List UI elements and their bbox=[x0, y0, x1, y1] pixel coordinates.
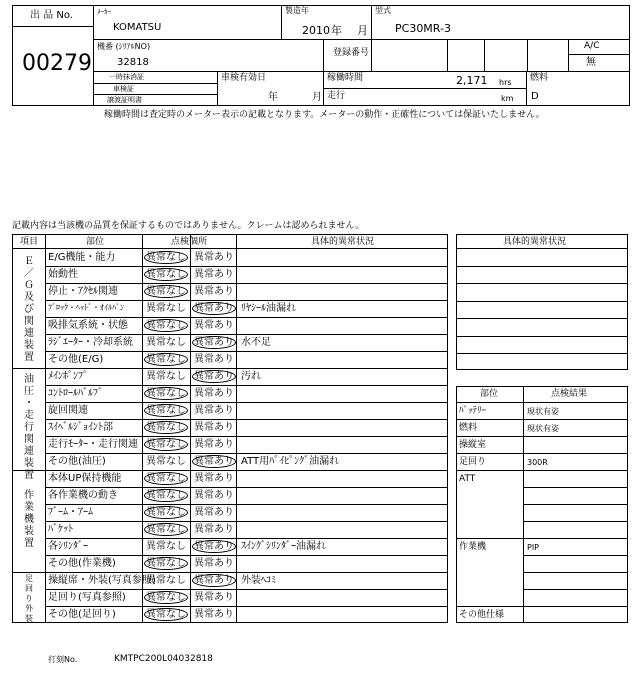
row-divider bbox=[45, 283, 448, 284]
divider bbox=[568, 54, 630, 55]
row-divider bbox=[45, 521, 448, 522]
status-abnormal: 異常あり bbox=[194, 354, 234, 365]
group-char: 作 bbox=[24, 490, 34, 501]
status-circle bbox=[144, 353, 188, 366]
row-part: 旋回関連 bbox=[48, 405, 88, 416]
group-hydraulic-label bbox=[22, 374, 36, 482]
right-row-divider bbox=[456, 419, 628, 420]
month-unit: 月 bbox=[357, 24, 368, 37]
group-char: 連 bbox=[24, 446, 34, 457]
status-normal: 異常なし bbox=[146, 473, 186, 484]
row-part: ﾌﾞﾛｯｸ・ﾍｯﾄﾞ・ｵｲﾙﾊﾟﾝ bbox=[48, 303, 124, 312]
row-detail: 外装ﾍｺﾐ bbox=[241, 575, 276, 586]
divider bbox=[93, 71, 630, 72]
group-char: 圧 bbox=[24, 386, 34, 397]
row-part: 本体UP保持機能 bbox=[48, 473, 122, 484]
maker-label: ﾒｰｶｰ bbox=[97, 8, 111, 16]
group-char: 連 bbox=[24, 328, 34, 339]
status-circle bbox=[144, 608, 188, 621]
group-char: 置 bbox=[24, 538, 34, 549]
group-char: 置 bbox=[24, 470, 34, 481]
group-char: り bbox=[25, 594, 33, 603]
result-part: 燃料 bbox=[459, 423, 478, 433]
status-circle bbox=[144, 319, 188, 332]
fuel-value: D bbox=[531, 91, 539, 102]
status-circle bbox=[144, 489, 188, 502]
status-normal: 異常なし bbox=[146, 575, 186, 586]
row-divider bbox=[45, 555, 448, 556]
status-circle bbox=[192, 370, 236, 383]
right-row-divider bbox=[456, 301, 628, 302]
row-part: 始動性 bbox=[48, 269, 78, 280]
divider bbox=[236, 234, 237, 623]
result-part: 足回り bbox=[459, 457, 487, 467]
row-part: ﾌﾞｰﾑ・ｱｰﾑ bbox=[48, 507, 93, 518]
status-circle bbox=[144, 557, 188, 570]
row-part: その他(油圧) bbox=[48, 456, 106, 467]
col-part-header: 部位 bbox=[86, 237, 105, 247]
result-value: 現状有姿 bbox=[527, 407, 559, 416]
right-row-divider bbox=[456, 470, 628, 471]
status-abnormal: 異常あり bbox=[194, 320, 234, 331]
year-unit: 年 bbox=[331, 24, 342, 37]
right-part-header: 部位 bbox=[480, 389, 499, 399]
divider bbox=[526, 71, 527, 106]
row-detail: ﾘﾔｼｰﾙ油漏れ bbox=[241, 303, 296, 314]
result-value: PIP bbox=[527, 543, 540, 552]
group-char: 走 bbox=[24, 410, 34, 421]
claim-note: 記載内容は当該機の品質を保証するものではありません。クレームは認められません。 bbox=[12, 221, 365, 231]
hours-value: 2,171 bbox=[456, 74, 488, 87]
result-part: 作業機 bbox=[459, 542, 487, 552]
group-char: 足 bbox=[25, 574, 33, 583]
status-circle bbox=[192, 302, 236, 315]
col-item-header: 項目 bbox=[20, 237, 39, 247]
status-abnormal: 異常あり bbox=[194, 371, 234, 382]
group-char: Ｅ bbox=[24, 256, 34, 267]
col-check-header: 点検個所 bbox=[171, 237, 208, 247]
travel-label: 走行 bbox=[327, 91, 346, 101]
status-circle bbox=[144, 404, 188, 417]
result-part: ﾊﾞｯﾃﾘｰ bbox=[459, 406, 487, 416]
group-engine-label bbox=[22, 256, 36, 364]
status-normal: 異常なし bbox=[146, 252, 186, 263]
divider bbox=[93, 5, 94, 106]
km-unit: km bbox=[501, 94, 514, 103]
reg-label: 登録番号 bbox=[333, 48, 370, 58]
row-part: ｽｲﾍﾞﾙｼﾞｮｲﾝﾄ部 bbox=[48, 422, 113, 433]
group-char: ／ bbox=[24, 268, 34, 279]
group-char: 機 bbox=[24, 514, 34, 525]
status-abnormal: 異常あり bbox=[194, 575, 234, 586]
status-abnormal: 異常あり bbox=[194, 439, 234, 450]
status-abnormal: 異常あり bbox=[194, 609, 234, 620]
right-row-divider bbox=[456, 248, 628, 249]
year-value: 2010 bbox=[302, 24, 330, 37]
status-normal: 異常なし bbox=[146, 507, 186, 518]
right-detail-table bbox=[456, 234, 628, 370]
status-normal: 異常なし bbox=[146, 354, 186, 365]
status-circle bbox=[144, 506, 188, 519]
divider bbox=[281, 5, 282, 39]
result-part: ATT bbox=[459, 474, 476, 484]
status-abnormal: 異常あり bbox=[194, 269, 234, 280]
status-circle bbox=[192, 574, 236, 587]
status-normal: 異常なし bbox=[146, 592, 186, 603]
status-normal: 異常なし bbox=[146, 541, 186, 552]
status-normal: 異常なし bbox=[146, 286, 186, 297]
status-circle bbox=[144, 591, 188, 604]
status-normal: 異常なし bbox=[146, 439, 186, 450]
divider bbox=[568, 39, 569, 71]
group-char: び bbox=[24, 304, 34, 315]
group-work-label bbox=[22, 490, 36, 550]
row-divider bbox=[45, 266, 448, 267]
group-char: 関 bbox=[24, 316, 34, 327]
row-divider bbox=[45, 470, 448, 471]
row-divider bbox=[45, 504, 448, 505]
row-part: ﾗｼﾞｴｰﾀｰ・冷却系統 bbox=[48, 337, 133, 348]
row-detail: 水不足 bbox=[241, 337, 271, 348]
status-circle bbox=[192, 455, 236, 468]
row-part: その他(E/G) bbox=[48, 354, 104, 365]
row-part: 吸排気系統・状態 bbox=[48, 320, 128, 331]
divider bbox=[12, 248, 448, 249]
row-detail: 汚れ bbox=[241, 371, 261, 382]
divider bbox=[447, 39, 448, 71]
status-abnormal: 異常あり bbox=[194, 507, 234, 518]
divider bbox=[12, 26, 93, 27]
status-abnormal: 異常あり bbox=[194, 388, 234, 399]
serial-label: 機番 (ｼﾘｱﾙNO) bbox=[97, 42, 151, 51]
row-divider bbox=[45, 572, 448, 573]
transfer-label: 譲渡証明書 bbox=[107, 96, 142, 104]
status-circle bbox=[144, 523, 188, 536]
right-row-divider bbox=[456, 353, 628, 354]
result-subdivider bbox=[523, 589, 628, 590]
col-detail-header: 具体的異常状況 bbox=[311, 237, 375, 247]
result-subdivider bbox=[523, 521, 628, 522]
group-char: 置 bbox=[24, 352, 34, 363]
group-char: 回 bbox=[25, 584, 33, 593]
status-abnormal: 異常あり bbox=[194, 286, 234, 297]
divider bbox=[93, 83, 217, 84]
inspect-cert-label: 車検証 bbox=[113, 85, 134, 93]
status-normal: 異常なし bbox=[146, 524, 186, 535]
status-normal: 異常なし bbox=[146, 371, 186, 382]
hours-unit: hrs bbox=[499, 78, 512, 87]
year-label: 製造年 bbox=[285, 6, 309, 15]
divider bbox=[45, 234, 46, 623]
hours-note: 稼働時間は査定時のメーター表示の記載となります。メーターの動作・正確性については保証いたしません。 bbox=[104, 110, 545, 120]
group-char: Ｇ bbox=[24, 280, 34, 291]
row-divider bbox=[45, 419, 448, 420]
row-divider bbox=[45, 368, 448, 369]
row-part: 停止・ｱｸｾﾙ関連 bbox=[48, 286, 118, 297]
stamp-value: KMTPC200L04032818 bbox=[114, 654, 213, 664]
row-part: 各ｼﾘﾝﾀﾞｰ bbox=[48, 541, 88, 552]
row-part: その他(足回り) bbox=[48, 609, 116, 620]
group-char: 装 bbox=[24, 340, 34, 351]
status-normal: 異常なし bbox=[146, 320, 186, 331]
result-part: その他仕様 bbox=[459, 610, 505, 620]
right-row-divider bbox=[456, 538, 628, 539]
row-divider bbox=[45, 589, 448, 590]
result-part: 操縦室 bbox=[459, 440, 487, 450]
divider bbox=[527, 39, 528, 71]
model-label: 型式 bbox=[375, 6, 391, 15]
row-part: ﾒｲﾝﾎﾟﾝﾌﾟ bbox=[48, 371, 88, 382]
status-circle bbox=[144, 421, 188, 434]
row-part: 各作業機の動き bbox=[48, 490, 118, 501]
row-divider bbox=[45, 453, 448, 454]
status-normal: 異常なし bbox=[146, 558, 186, 569]
inspect-valid-label: 車検有効日 bbox=[221, 73, 267, 83]
hours-label: 稼働時間 bbox=[327, 73, 364, 83]
status-abnormal: 異常あり bbox=[194, 541, 234, 552]
right-row-divider bbox=[456, 436, 628, 437]
status-circle bbox=[192, 336, 236, 349]
status-normal: 異常なし bbox=[146, 388, 186, 399]
group-char: 外 bbox=[25, 604, 33, 613]
row-part: ﾊﾞｹｯﾄ bbox=[48, 524, 73, 535]
divider bbox=[323, 88, 526, 89]
item-no-value: 00279 bbox=[22, 51, 92, 76]
result-subdivider bbox=[523, 572, 628, 573]
result-subdivider bbox=[523, 487, 628, 488]
divider bbox=[484, 39, 485, 71]
row-divider bbox=[45, 385, 448, 386]
result-subdivider bbox=[523, 504, 628, 505]
group-under-label bbox=[22, 574, 36, 624]
group-char: 行 bbox=[24, 422, 34, 433]
group-char: 油 bbox=[24, 374, 34, 385]
row-part: 足回り(写真参照) bbox=[48, 592, 126, 603]
right-row-divider bbox=[456, 336, 628, 337]
row-divider bbox=[45, 487, 448, 488]
stamp-label: 打刻No. bbox=[48, 655, 78, 664]
divider bbox=[93, 94, 217, 95]
valid-month-unit: 月 bbox=[312, 92, 322, 103]
right-row-divider bbox=[456, 283, 628, 284]
row-part: その他(作業機) bbox=[48, 558, 116, 569]
status-circle bbox=[144, 251, 188, 264]
model-value: PC30MR-3 bbox=[395, 22, 451, 35]
divider bbox=[323, 39, 324, 106]
row-detail: ｽｲﾝｸﾞｼﾘﾝﾀﾞｰ油漏れ bbox=[241, 541, 326, 552]
divider bbox=[142, 234, 143, 623]
status-abnormal: 異常あり bbox=[194, 592, 234, 603]
group-char: 装 bbox=[25, 614, 33, 623]
row-divider bbox=[45, 317, 448, 318]
group-char: 及 bbox=[24, 292, 34, 303]
result-value: 現状有姿 bbox=[527, 424, 559, 433]
status-normal: 異常なし bbox=[146, 609, 186, 620]
valid-year-unit: 年 bbox=[268, 92, 278, 103]
row-divider bbox=[45, 538, 448, 539]
group-char: ・ bbox=[24, 398, 34, 409]
status-circle bbox=[144, 285, 188, 298]
right-detail-header: 具体的異常状況 bbox=[503, 237, 567, 247]
status-abnormal: 異常あり bbox=[194, 252, 234, 263]
divider bbox=[371, 5, 372, 71]
item-no-label: 出 品 No. bbox=[30, 10, 73, 21]
row-divider bbox=[45, 402, 448, 403]
status-normal: 異常なし bbox=[146, 490, 186, 501]
row-part: 走行ﾓｰﾀｰ・走行関連 bbox=[48, 439, 138, 450]
right-row-divider bbox=[456, 402, 628, 403]
group-char: 関 bbox=[24, 434, 34, 445]
status-abnormal: 異常あり bbox=[194, 490, 234, 501]
row-divider bbox=[45, 300, 448, 301]
result-subdivider bbox=[523, 555, 628, 556]
status-abnormal: 異常あり bbox=[194, 303, 234, 314]
status-abnormal: 異常あり bbox=[194, 337, 234, 348]
divider bbox=[190, 234, 191, 623]
row-part: ｺﾝﾄﾛｰﾙﾊﾞﾙﾌﾞ bbox=[48, 388, 103, 399]
result-value: 300R bbox=[527, 458, 548, 467]
maker-value: KOMATSU bbox=[113, 22, 162, 33]
status-abnormal: 異常あり bbox=[194, 473, 234, 484]
row-detail: ATT用ﾊﾟｲﾋﾟﾝｸﾞ油漏れ bbox=[241, 456, 340, 467]
right-row-divider bbox=[456, 266, 628, 267]
status-abnormal: 異常あり bbox=[194, 405, 234, 416]
divider bbox=[93, 39, 630, 40]
right-result-header: 点検結果 bbox=[551, 389, 588, 399]
ac-value: 無 bbox=[586, 57, 596, 68]
group-char: 業 bbox=[24, 502, 34, 513]
status-abnormal: 異常あり bbox=[194, 456, 234, 467]
status-circle bbox=[192, 540, 236, 553]
status-normal: 異常なし bbox=[146, 456, 186, 467]
divider bbox=[217, 71, 218, 106]
status-normal: 異常なし bbox=[146, 337, 186, 348]
status-normal: 異常なし bbox=[146, 405, 186, 416]
right-row-divider bbox=[456, 453, 628, 454]
row-divider bbox=[45, 351, 448, 352]
status-abnormal: 異常あり bbox=[194, 422, 234, 433]
right-row-divider bbox=[456, 318, 628, 319]
status-abnormal: 異常あり bbox=[194, 524, 234, 535]
status-normal: 異常なし bbox=[146, 269, 186, 280]
group-char: 装 bbox=[24, 526, 34, 537]
right-row-divider bbox=[456, 606, 628, 607]
row-divider bbox=[45, 436, 448, 437]
group-char: 装 bbox=[24, 458, 34, 469]
status-normal: 異常なし bbox=[146, 303, 186, 314]
status-circle bbox=[144, 268, 188, 281]
row-divider bbox=[45, 606, 448, 607]
fuel-label: 燃料 bbox=[530, 73, 549, 83]
status-circle bbox=[144, 438, 188, 451]
ac-label: A/C bbox=[584, 41, 600, 51]
status-normal: 異常なし bbox=[146, 422, 186, 433]
row-divider bbox=[45, 334, 448, 335]
status-abnormal: 異常あり bbox=[194, 558, 234, 569]
status-circle bbox=[144, 472, 188, 485]
serial-value: 32818 bbox=[117, 57, 149, 68]
row-part: 操縦席・外装(写真参照) bbox=[48, 575, 156, 586]
row-part: E/G機能・能力 bbox=[48, 252, 116, 263]
temp-label: 一時抹消証 bbox=[109, 73, 144, 81]
status-circle bbox=[144, 387, 188, 400]
